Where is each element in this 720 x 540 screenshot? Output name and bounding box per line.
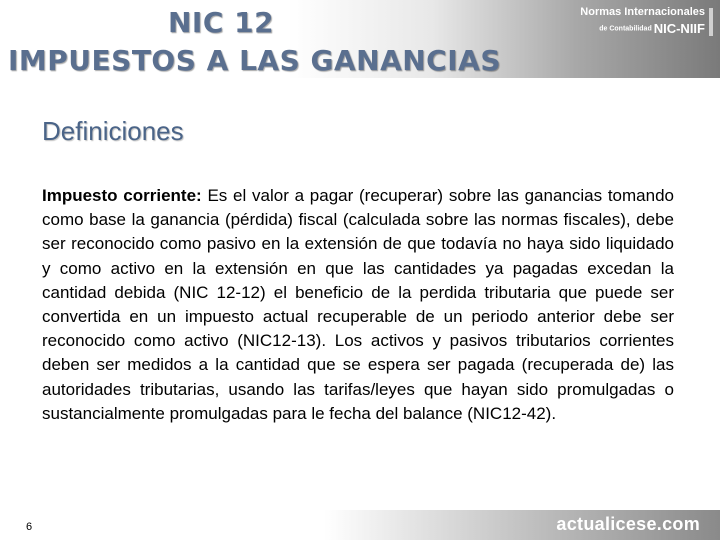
definition-term: Impuesto corriente: bbox=[42, 186, 202, 205]
slide-number: 6 bbox=[26, 521, 33, 533]
section-heading: Definiciones bbox=[42, 116, 184, 146]
brand-logo: actualicese.com bbox=[556, 514, 700, 534]
logo-mark bbox=[709, 8, 713, 36]
logo-line2 bbox=[599, 20, 705, 38]
logo-subtitle: de Contabilidad bbox=[599, 25, 652, 33]
definition-paragraph bbox=[42, 184, 674, 426]
nic-niif-logo bbox=[575, 6, 713, 42]
logo-acronym: NIC-NIIF bbox=[653, 21, 705, 37]
page-title-line1: NIC 12 bbox=[168, 6, 275, 39]
logo-line1: Normas Internacionales bbox=[580, 6, 705, 18]
page-title-line2: IMPUESTOS A LAS GANANCIAS bbox=[8, 44, 501, 77]
definition-text: Es el valor a pagar (recuperar) sobre las ganancias tomando como base la ganancia (pérdida) fiscal (calculada sobre las normas fiscales), debe ser reconocido como pasivo en la extensión de que todavía no haya sido liquidado y como activo en la extensión en que las cantidades ya pagadas excedan la cantidad debida (NIC 12-12) el beneficio de la perdida tributaria que puede ser convertida en un impuesto actual recuperable de un periodo anterior debe ser reconocido como activo (NIC12-13). Los activos y pasivos tributarios corrientes deben ser medidos a la cantidad que se espera ser pagada (recuperada de) las autoridades tributarias, usando las tarifas/leyes que hayan sido promulgadas o sustancialmente promulgadas para le fecha del balance (NIC12-42). bbox=[42, 186, 674, 423]
